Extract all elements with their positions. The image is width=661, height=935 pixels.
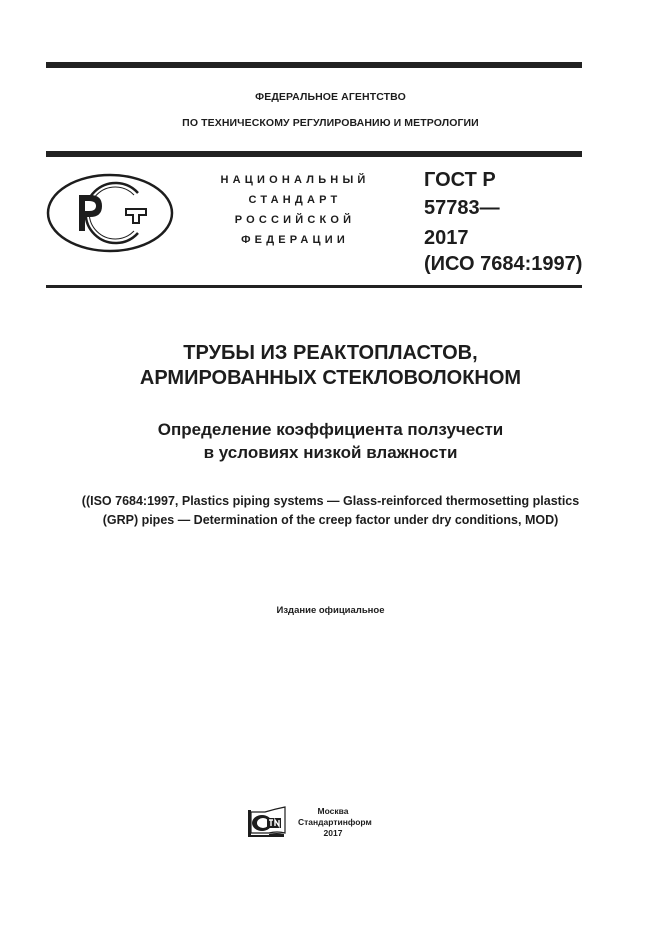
national-standard-label [205, 170, 385, 250]
top-rule [46, 62, 582, 68]
document-subtitle-line-2: в условиях низкой влажности [203, 443, 458, 462]
gost-designation [424, 167, 582, 277]
national-standard-line-1: НАЦИОНАЛЬНЫЙ [220, 174, 370, 186]
national-standard-line-3: РОССИЙСКОЙ [234, 214, 356, 226]
document-subtitle-line-1: Определение коэффициента ползучести [157, 420, 504, 439]
document-title-line-1: ТРУБЫ ИЗ РЕАКТОПЛАСТОВ, [183, 342, 478, 364]
rst-gost-logo-icon [46, 173, 174, 253]
standartinform-logo-icon [247, 806, 287, 838]
national-standard-line-4: ФЕДЕРАЦИИ [241, 234, 349, 246]
national-standard-line-2: СТАНДАРТ [248, 194, 342, 206]
gost-line-4: (ИСО 7684:1997) [424, 253, 583, 275]
agency-line-2: ПО ТЕХНИЧЕСКОМУ РЕГУЛИРОВАНИЮ И МЕТРОЛОГИИ [182, 117, 479, 129]
agency-line-1: ФЕДЕРАЛЬНОЕ АГЕНТСТВО [255, 91, 406, 103]
gost-line-1: ГОСТ Р [424, 169, 496, 191]
publisher-city: Москва [317, 806, 349, 816]
iso-reference-line-1: ((ISO 7684:1997, Plastics piping systems — Glass-reinforced thermosetting plastics [81, 494, 580, 508]
gost-line-3: 2017 [424, 227, 469, 249]
official-edition-label: Издание официальное [276, 605, 385, 616]
publisher-year: 2017 [323, 828, 343, 838]
publisher-name: Стандартинформ [298, 817, 372, 827]
header-bottom-rule [46, 151, 582, 157]
iso-reference-line-2: (GRP) pipes — Determination of the creep factor under dry conditions, MOD) [102, 513, 559, 527]
publisher-info [298, 806, 372, 839]
gost-line-2: 57783— [424, 197, 500, 219]
designation-bottom-rule [46, 285, 582, 288]
document-title-line-2: АРМИРОВАННЫХ СТЕКЛОВОЛОКНОМ [139, 367, 522, 389]
